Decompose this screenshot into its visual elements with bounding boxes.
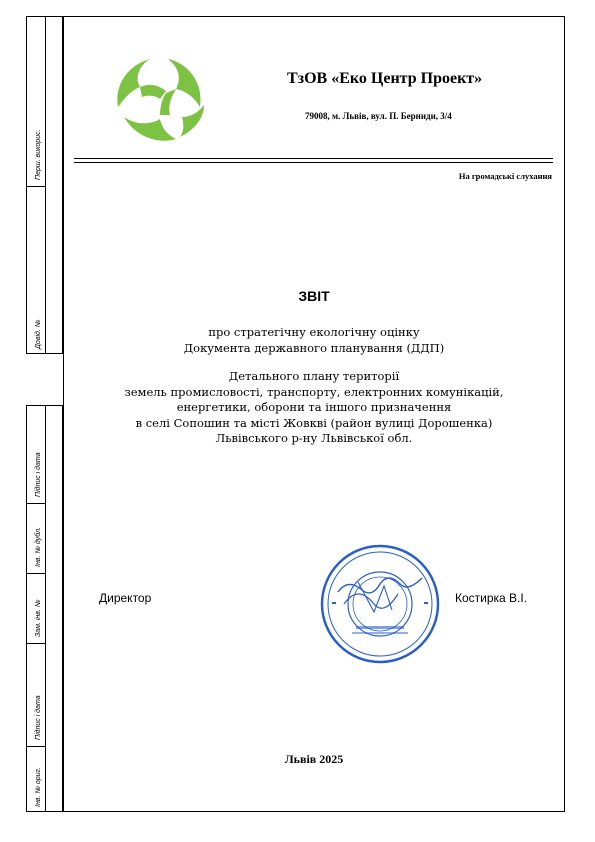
side-label-orig-no: Інв. № ориг. [35, 767, 42, 807]
signer-role: Директор [99, 591, 152, 605]
round-seal-stamp-icon [318, 542, 442, 666]
side-panel-top [26, 16, 63, 354]
side-cell-sign-date-2 [27, 644, 45, 747]
city-year: Львів 2025 [284, 752, 344, 766]
side-label-sign-date-1: Підпис і дата [35, 452, 42, 497]
header-divider-top [74, 158, 553, 159]
three-leaf-recycle-logo-icon [110, 55, 208, 145]
side-label-dup-no: Інв. № дубл. [35, 527, 42, 567]
side-cell-dup-no [27, 504, 45, 574]
side-panel-bottom [26, 405, 63, 812]
plan-line: енергетики, оборони та іншого призначення [176, 400, 452, 414]
side-label-repl-no: Зам. інв. № [35, 599, 42, 637]
company-address: 79008, м. Львів, вул. П. Берниди, 3/4 [305, 111, 452, 121]
plan-line: земель промисловості, транспорту, електронних комунікацій, [124, 384, 504, 399]
side-cell-first-use [27, 17, 45, 187]
side-cell-orig-no [27, 747, 45, 813]
company-name: ТзОВ «Еко Центр Проект» [287, 70, 483, 87]
header-divider-bottom [74, 162, 553, 163]
report-title: ЗВІТ [298, 288, 330, 304]
subtitle-line: про стратегічну екологічну оцінку [208, 325, 420, 339]
plan-line: Детального плану території [228, 369, 400, 383]
side-label-first-use: Перш. викорис. [35, 129, 42, 180]
plan-description [63, 369, 565, 447]
plan-line: в селі Сопошин та місті Жовкві (район вулиці Дорошенка) [135, 415, 493, 430]
public-hearing-note: На громадські слухання [458, 171, 552, 181]
side-cell-ref-no [27, 187, 45, 355]
side-label-ref-no: Довід. № [35, 319, 42, 349]
signer-name: Костирка В.І. [455, 591, 528, 605]
plan-line: Львівського р-ну Львівської обл. [215, 431, 413, 445]
report-subtitle [63, 325, 565, 356]
side-cell-sign-date-1 [27, 406, 45, 504]
side-cell-repl-no [27, 574, 45, 644]
side-label-sign-date-2: Підпис і дата [35, 695, 42, 740]
subtitle-line: Документа державного планування (ДДП) [183, 340, 445, 355]
